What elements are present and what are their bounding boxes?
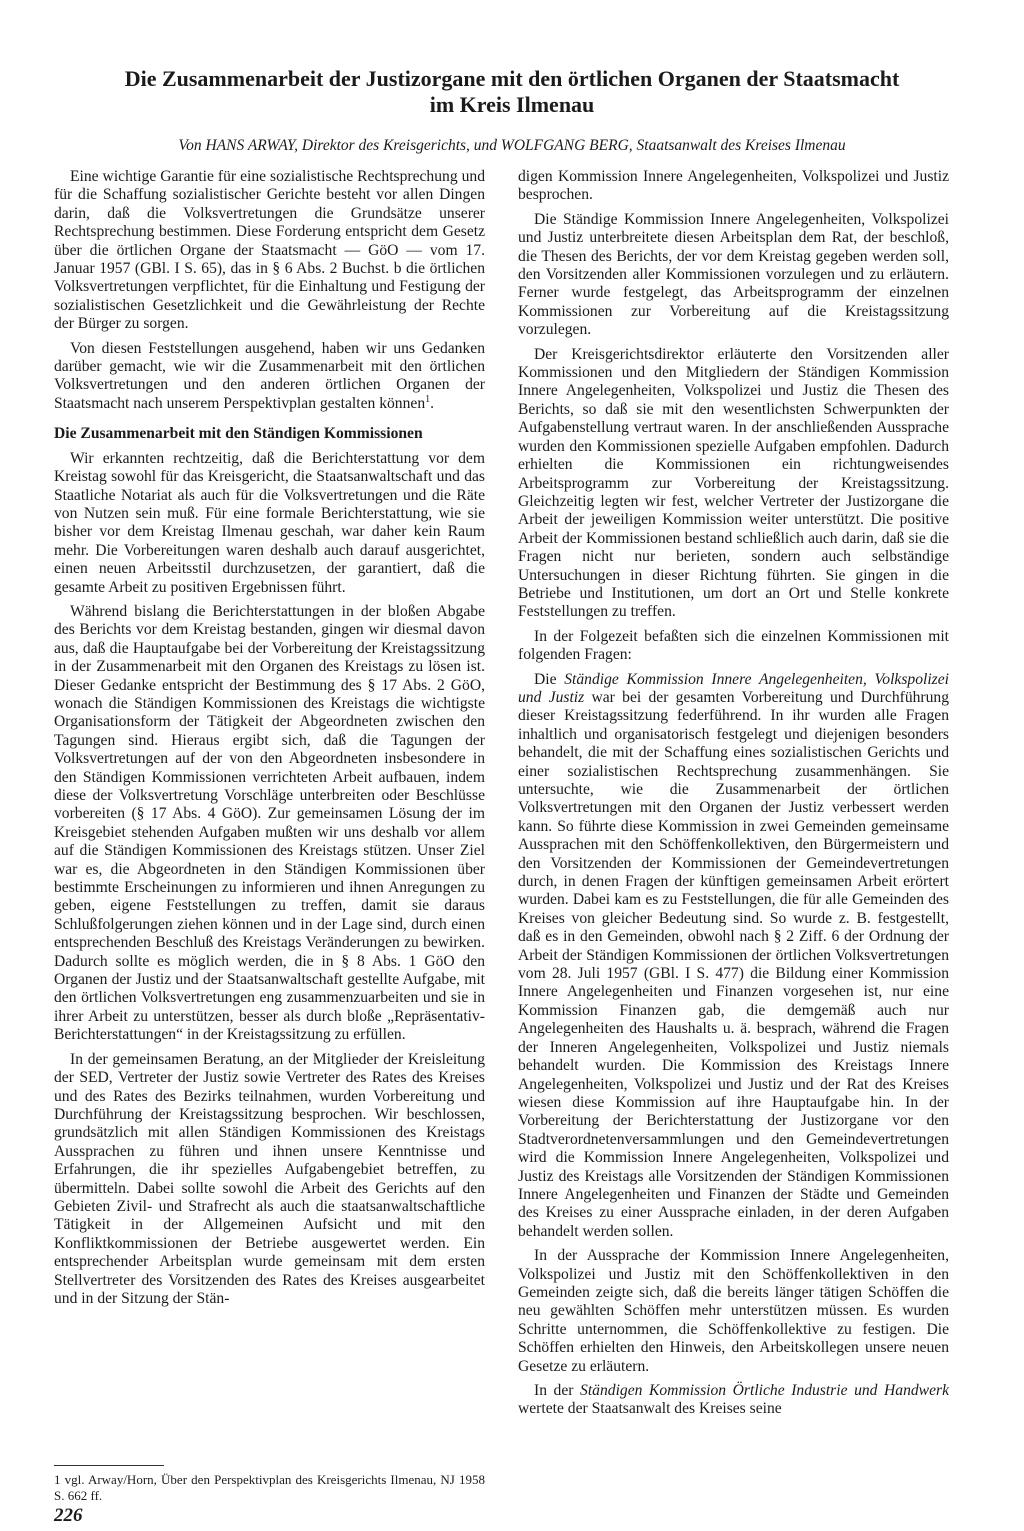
footnote	[54, 1472, 485, 1504]
paragraph-text: Von diesen Feststellungen ausgehend, haben wir uns Gedanken darüber gemacht, wie wir die Zusammenarbeit mit den örtlichen Volksvertretungen und den anderen örtlichen Organen der Staatsmacht nach unserem Perspektivplan gestalten können	[54, 339, 485, 412]
footnote-marker: 1	[54, 1472, 61, 1487]
page-number: 226	[54, 1505, 83, 1526]
paragraph	[518, 671, 949, 1242]
paragraph: In der Folgezeit befaßten sich die einzelnen Kommissionen mit folgenden Fragen:	[518, 627, 949, 664]
article-title-line-1: Die Zusammenarbeit der Justizorgane mit den örtlichen Organen der Staatsmacht	[124, 66, 900, 91]
paragraph	[518, 1382, 949, 1419]
paragraph: Die Ständige Kommission Innere Angelegenheiten, Volkspolizei und Justiz unterbreitete diesen Arbeitsplan dem Rat, der beschloß, die Thesen des Berichts, der vor dem Kreistag gegeben werden soll, den Vorsitzenden aller Kommissionen vorzulegen und zu erläutern. Ferner wurde festgelegt, das Arbeitsprogramm der einzelnen Kommissionen zur Vorbereitung auf die Kreistagssitzung vorzulegen.	[518, 210, 949, 339]
article-title	[50, 66, 974, 118]
paragraph: digen Kommission Innere Angelegenheiten, Volkspolizei und Justiz besprochen.	[518, 168, 949, 204]
article-title-line-2: im Kreis Ilmenau	[429, 92, 595, 117]
paragraph: Der Kreisgerichtsdirektor erläuterte den Vorsitzenden aller Kommissionen und den Mitgliedern der Ständigen Kommission Innere Angelegenheiten, Volkspolizei und Justiz die Thesen des Berichts, so daß sie mit den wesentlichsten Schwerpunkten der Aufgabenstellung vertraut waren. In der anschließenden Aussprache wurden den Kommissionen spezielle Aufgaben empfohlen. Dadurch erhielten die Kommissionen ein richtungweisendes Arbeitsprogramm zur Vorbereitung der Kreistagssitzung. Gleichzeitig legten wir fest, welcher Vertreter der Justizorgane die Arbeit der jeweiligen Kommission weiter unterstützt. Die positive Arbeit der Kommissionen bestand schließlich auch darin, daß sie die Fragen nicht nur berieten, sondern auch selbständige Untersuchungen in dieser Richtung führten. Sie gingen in die Betriebe und Institutionen, um dort an Ort und Stelle konkrete Feststellungen zu treffen.	[518, 345, 949, 621]
right-column	[518, 168, 949, 1425]
paragraph-text: war bei der gesamten Vorbereitung und Durchführung dieser Kreistagssitzung federführend. In ihr wurden alle Fragen inhaltlich und organisatorisch festgelegt und diejenigen besonders behandelt, die mit der Schaffung eines sozialistischen Gerichts und einer sozialistischen Rechtsprechung zusammenhängen. Sie untersuchte, wie die Zusammenarbeit der örtlichen Volksvertretungen mit den Organen der Justiz verbessert werden kann. So führte diese Kommission in zwei Gemeinden gemeinsame Aussprachen mit den Schöffenkollektiven, den Bürgermeistern und den Vorsitzenden der Kommissionen der Gemeindevertretungen durch, in denen Fragen der künftigen gemeinsamen Arbeit erörtert wurden. Dabei kam es zu Feststellungen, die für alle Gemeinden des Kreises von gleicher Bedeutung sind. So wurde z. B. festgestellt, daß es in den Gemeinden, obwohl nach § 2 Ziff. 6 der Ordnung der Arbeit der Ständigen Kommissionen der örtlichen Volksvertretungen vom 28. Juli 1957 (GBl. I S. 477) die Bildung einer Kommission Innere Angelegenheiten und Finanzen vorgesehen ist, nur eine Kommission Finanzen gab, die demgemäß auch nur Angelegenheiten des Haushalts u. ä. besprach, während die Fragen der Inneren Angelegenheiten, Volkspolizei und Justiz niemals behandelt wurden. Die Kommission des Kreistags Innere Angelegenheiten, Volkspolizei und Justiz und der Rat des Kreises wiesen diese Kommission auf ihre Hauptaufgabe hin. In der Vorbereitung der Berichterstattung der Justizorgane vor den Stadtverordnetenversammlungen und den Gemeindevertretungen wird die Kommission Innere Angelegenheiten, Volkspolizei und Justiz des Kreistags alle Vorsitzenden der Ständigen Kommissionen Innere Angelegenheiten und Finanzen der Städte und Gemeinden des Kreises zu einer Aussprache einladen, in der deren Aufgaben behandelt werden sollen.	[518, 688, 949, 1240]
paragraph-text: Die	[534, 670, 565, 688]
paragraph: Wir erkannten rechtzeitig, daß die Berichterstattung vor dem Kreistag sowohl für das Kreisgericht, die Staatsanwaltschaft und das Staatliche Notariat als auch für die Volksvertretungen und die Räte von Nutzen sein muß. Für eine formale Berichterstattung, wie sie bisher vor dem Kreistag Ilmenau geschah, war daher kein Raum mehr. Die Vorbereitungen waren deshalb auch darauf ausgerichtet, einen neuen Arbeitsstil durchzusetzen, der garantiert, daß die gesamte Arbeit zu positiven Ergebnissen führt.	[54, 449, 485, 596]
paragraph: Eine wichtige Garantie für eine sozialistische Rechtsprechung und für die Schaffung sozialistischer Gerichte besteht vor allen Dingen darin, daß die Volksvertretungen die Grundsätze unserer Rechtsprechung bestimmen. Diese Forderung entspricht dem Gesetz über die örtlichen Organe der Staatsmacht — GöO — vom 17. Januar 1957 (GBl. I S. 65), das in § 6 Abs. 2 Buchst. b die örtlichen Volksvertretungen verpflichtet, für die Einhaltung und Festigung der sozialistischen Gesetzlichkeit und die Gewährleistung der Rechte der Bürger zu sorgen.	[54, 168, 485, 333]
footnote-reference: 1	[425, 393, 431, 405]
paragraph-text: wertete der Staatsanwalt des Kreises seine	[518, 1400, 782, 1418]
footnote-text: vgl. Arway/Horn, Über den Perspektivplan des Kreisgerichts Ilmenau, NJ 1958 S. 662 ff.	[54, 1472, 485, 1503]
paragraph: Von diesen Feststellungen ausgehend, haben wir uns Gedanken darüber gemacht, wie wir die Zusammenarbeit mit den örtlichen Volksvertretungen und den anderen örtlichen Organen der Staatsmacht nach unserem Perspektivplan gestalten können$^1$.	[54, 339, 485, 412]
commission-name: Ständigen Kommission Örtliche Industrie und Handwerk	[580, 1382, 949, 1399]
paragraph: In der Aussprache der Kommission Innere Angelegenheiten, Volkspolizei und Justiz mit den Schöffenkollektiven in den Gemeinden zeigte sich, daß die bereits länger tätigen Schöffen die neu gewählten Schöffen mehr unterstützen müssen. Es wurden Schritte unternommen, die Schöffenkollektive zu festigen. Die Schöffen erhielten den Hinweis, den Arbeitskollegen unsere neuen Gesetze zu erläutern.	[518, 1247, 949, 1375]
footnote-divider	[54, 1465, 164, 1466]
article-byline: Von HANS ARWAY, Direktor des Kreisgerichts, und WOLFGANG BERG, Staatsanwalt des Kreises Ilmenau	[178, 137, 846, 154]
left-column	[54, 168, 485, 1314]
paragraph: In der gemeinsamen Beratung, an der Mitglieder der Kreisleitung der SED, Vertreter der Justiz sowie Vertreter des Rates des Kreises und des Rates des Bezirks teilnahmen, wurden Vorbereitung und Durchführung der Kreistagssitzung besprochen. Wir beschlossen, grundsätzlich mit allen Ständigen Kommissionen des Kreistags Aussprachen zu führen und ihnen unsere Kenntnisse und Erfahrungen, die ihr spezielles Aufgabengebiet betreffen, zu übermitteln. Dabei sollte sowohl die Arbeit des Gerichts auf den Gebieten Zivil- und Strafrecht als auch die staatsanwaltschaftliche Tätigkeit in der Allgemeinen Aufsicht und mit den Konfliktkommissionen der Betriebe ausgewertet werden. Ein entsprechender Arbeitsplan wurde gemeinsam mit dem ersten Stellvertreter des Vorsitzenden des Rates des Kreises ausgearbeitet und in der Sitzung der Stän-	[54, 1050, 485, 1307]
paragraph: Während bislang die Berichterstattungen in der bloßen Abgabe des Berichts vor dem Kreistag bestanden, gingen wir diesmal davon aus, daß die Hauptaufgabe bei der Vorbereitung der Kreistagssitzung in der Zusammenarbeit mit den Organen des Kreistags zu lösen ist. Dieser Gedanke entspricht der Bestimmung des § 17 Abs. 2 GöO, wonach die Ständigen Kommissionen des Kreistags die wichtigste Organisationsform der Tätigkeit der Abgeordneten zwischen den Tagungen sind. Hieraus ergibt sich, daß die Tagungen der Volksvertretungen auf der von den Abgeordneten insbesondere in den Ständigen Kommissionen verrichteten Arbeit aufbauen, indem diese der Volksvertretung Vorschläge unterbreiten oder Beschlüsse vorbereiten (§ 17 Abs. 4 GöO). Zur gemeinsamen Lösung der im Kreisgebiet stehenden Aufgaben mußten wir uns deshalb vor allem auf die Ständigen Kommissionen des Kreistags stützen. Unser Ziel war es, die Abgeordneten in den Ständigen Kommissionen über bestimmte Erscheinungen zu informieren und ihnen Anregungen zu geben, eigene Feststellungen zu treffen, damit sie daraus Schlußfolgerungen ziehen können und in der Lage sind, durch einen entsprechenden Beschluß des Kreistags Veränderungen zu bewirken. Dadurch sollte es möglich werden, die in § 8 Abs. 1 GöO den Organen der Justiz und der Staatsanwaltschaft gestellte Aufgabe, mit den örtlichen Volksvertretungen eng zusammenzuarbeiten und sie in ihrer Arbeit zu unterstützen, besser als durch bloße „Repräsentativ-Berichterstattungen“ in der Kreistagssitzung zu erfüllen.	[54, 602, 485, 1044]
commission-name: Ständige Kommission Innere Angelegenheiten, Volkspolizei und Justiz	[518, 670, 949, 706]
section-heading: Die Zusammenarbeit mit den Ständigen Kommissionen	[54, 425, 423, 443]
paragraph-text: In der	[534, 1382, 581, 1399]
